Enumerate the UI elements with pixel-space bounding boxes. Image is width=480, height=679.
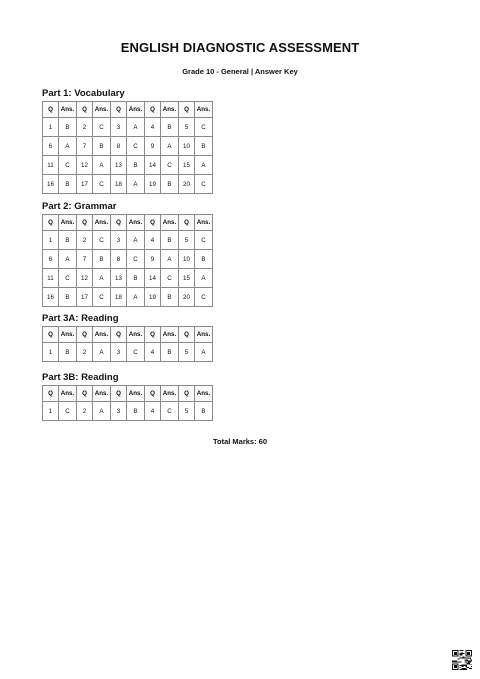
- question-number: 10: [179, 137, 195, 156]
- question-number: 18: [111, 288, 127, 307]
- question-number: 12: [77, 269, 93, 288]
- table-row: [43, 175, 213, 194]
- header-q: Q: [179, 102, 195, 118]
- header-ans: Ans.: [127, 102, 145, 118]
- question-number: 4: [145, 402, 161, 421]
- header-ans: Ans.: [93, 386, 111, 402]
- header-ans: Ans.: [59, 102, 77, 118]
- header-q: Q: [179, 215, 195, 231]
- question-number: 14: [145, 269, 161, 288]
- question-number: 19: [145, 175, 161, 194]
- answer-letter: B: [59, 118, 77, 137]
- answer-letter: B: [161, 343, 179, 362]
- qr-code-icon: [452, 650, 472, 670]
- answer-letter: C: [59, 156, 77, 175]
- answer-letter: A: [127, 288, 145, 307]
- header-ans: Ans.: [161, 386, 179, 402]
- question-number: 8: [111, 137, 127, 156]
- table-header-row: [43, 215, 213, 231]
- answer-letter: C: [195, 288, 213, 307]
- answer-letter: B: [161, 288, 179, 307]
- question-number: 4: [145, 231, 161, 250]
- answer-key-table: [42, 385, 213, 421]
- header-ans: Ans.: [59, 215, 77, 231]
- header-ans: Ans.: [127, 386, 145, 402]
- answer-letter: B: [93, 250, 111, 269]
- answer-letter: B: [195, 250, 213, 269]
- question-number: 5: [179, 402, 195, 421]
- answer-letter: C: [161, 269, 179, 288]
- question-number: 6: [43, 137, 59, 156]
- question-number: 13: [111, 156, 127, 175]
- section-title: Part 1: Vocabulary: [42, 88, 125, 99]
- question-number: 19: [145, 288, 161, 307]
- answer-letter: B: [127, 156, 145, 175]
- question-number: 5: [179, 118, 195, 137]
- question-number: 1: [43, 231, 59, 250]
- question-number: 4: [145, 118, 161, 137]
- answer-letter: A: [93, 343, 111, 362]
- page-subtitle: Grade 10 - General | Answer Key: [182, 67, 298, 76]
- question-number: 11: [43, 156, 59, 175]
- question-number: 2: [77, 231, 93, 250]
- answer-letter: B: [59, 343, 77, 362]
- section-part-3b-reading: [42, 372, 213, 421]
- section-part-3a-reading: [42, 313, 213, 362]
- header-ans: Ans.: [161, 102, 179, 118]
- question-number: 3: [111, 343, 127, 362]
- answer-letter: C: [161, 156, 179, 175]
- answer-letter: B: [195, 137, 213, 156]
- header-q: Q: [43, 386, 59, 402]
- header-ans: Ans.: [195, 102, 213, 118]
- answer-letter: A: [93, 402, 111, 421]
- question-number: 17: [77, 288, 93, 307]
- section-part-2-grammar: [42, 201, 213, 307]
- table-row: [43, 137, 213, 156]
- question-number: 2: [77, 343, 93, 362]
- answer-letter: B: [161, 231, 179, 250]
- answer-letter: C: [161, 402, 179, 421]
- answer-key-table: [42, 101, 213, 194]
- question-number: 8: [111, 250, 127, 269]
- header-q: Q: [145, 386, 161, 402]
- question-number: 1: [43, 343, 59, 362]
- header-q: Q: [111, 386, 127, 402]
- question-number: 12: [77, 156, 93, 175]
- header-q: Q: [77, 327, 93, 343]
- question-number: 14: [145, 156, 161, 175]
- answer-letter: C: [195, 231, 213, 250]
- answer-letter: A: [195, 343, 213, 362]
- question-number: 15: [179, 269, 195, 288]
- table-row: [43, 288, 213, 307]
- question-number: 17: [77, 175, 93, 194]
- header-ans: Ans.: [161, 327, 179, 343]
- answer-letter: B: [127, 402, 145, 421]
- total-marks: Total Marks: 60: [212, 437, 268, 446]
- answer-letter: B: [59, 231, 77, 250]
- answer-letter: B: [161, 118, 179, 137]
- answer-letter: B: [93, 137, 111, 156]
- answer-letter: C: [195, 118, 213, 137]
- question-number: 20: [179, 175, 195, 194]
- header-q: Q: [77, 102, 93, 118]
- answer-letter: B: [59, 175, 77, 194]
- answer-letter: A: [59, 250, 77, 269]
- question-number: 20: [179, 288, 195, 307]
- answer-letter: C: [93, 231, 111, 250]
- question-number: 6: [43, 250, 59, 269]
- question-number: 11: [43, 269, 59, 288]
- header-ans: Ans.: [195, 386, 213, 402]
- answer-letter: A: [127, 175, 145, 194]
- question-number: 4: [145, 343, 161, 362]
- question-number: 7: [77, 250, 93, 269]
- question-number: 9: [145, 137, 161, 156]
- question-number: 3: [111, 118, 127, 137]
- question-number: 13: [111, 269, 127, 288]
- header-q: Q: [43, 327, 59, 343]
- section-title: Part 3A: Reading: [42, 313, 119, 324]
- answer-letter: A: [161, 137, 179, 156]
- answer-letter: C: [127, 250, 145, 269]
- table-row: [43, 231, 213, 250]
- table-row: [43, 250, 213, 269]
- question-number: 5: [179, 231, 195, 250]
- header-ans: Ans.: [161, 215, 179, 231]
- question-number: 9: [145, 250, 161, 269]
- header-q: Q: [145, 215, 161, 231]
- answer-letter: A: [93, 156, 111, 175]
- question-number: 3: [111, 231, 127, 250]
- question-number: 1: [43, 118, 59, 137]
- header-ans: Ans.: [59, 386, 77, 402]
- answer-letter: C: [93, 118, 111, 137]
- answer-letter: B: [161, 175, 179, 194]
- question-number: 10: [179, 250, 195, 269]
- answer-letter: A: [127, 118, 145, 137]
- question-number: 5: [179, 343, 195, 362]
- header-q: Q: [179, 327, 195, 343]
- page-title: ENGLISH DIAGNOSTIC ASSESSMENT: [120, 40, 360, 55]
- answer-letter: B: [127, 269, 145, 288]
- answer-letter: C: [59, 269, 77, 288]
- answer-key-table: [42, 214, 213, 307]
- header-q: Q: [77, 215, 93, 231]
- answer-letter: C: [59, 402, 77, 421]
- question-number: 15: [179, 156, 195, 175]
- question-number: 2: [77, 402, 93, 421]
- question-number: 7: [77, 137, 93, 156]
- answer-letter: B: [59, 288, 77, 307]
- table-header-row: [43, 102, 213, 118]
- section-part-1-vocabulary: [42, 88, 213, 194]
- answer-letter: C: [93, 288, 111, 307]
- answer-letter: A: [195, 156, 213, 175]
- header-q: Q: [179, 386, 195, 402]
- answer-letter: B: [195, 402, 213, 421]
- answer-letter: A: [195, 269, 213, 288]
- answer-letter: A: [127, 231, 145, 250]
- header-q: Q: [111, 327, 127, 343]
- header-q: Q: [145, 327, 161, 343]
- header-ans: Ans.: [59, 327, 77, 343]
- section-title: Part 3B: Reading: [42, 372, 119, 383]
- table-header-row: [43, 386, 213, 402]
- question-number: 18: [111, 175, 127, 194]
- section-title: Part 2: Grammar: [42, 201, 117, 212]
- answer-letter: A: [161, 250, 179, 269]
- answer-letter: C: [127, 137, 145, 156]
- header-q: Q: [43, 215, 59, 231]
- header-q: Q: [77, 386, 93, 402]
- answer-letter: C: [127, 343, 145, 362]
- answer-letter: C: [93, 175, 111, 194]
- table-row: [43, 269, 213, 288]
- question-number: 1: [43, 402, 59, 421]
- question-number: 3: [111, 402, 127, 421]
- header-ans: Ans.: [195, 215, 213, 231]
- answer-letter: A: [59, 137, 77, 156]
- answer-key-table: [42, 326, 213, 362]
- header-q: Q: [43, 102, 59, 118]
- answer-letter: A: [93, 269, 111, 288]
- table-header-row: [43, 327, 213, 343]
- header-ans: Ans.: [93, 102, 111, 118]
- table-row: [43, 156, 213, 175]
- answer-letter: C: [195, 175, 213, 194]
- header-ans: Ans.: [93, 215, 111, 231]
- question-number: 16: [43, 288, 59, 307]
- table-row: [43, 118, 213, 137]
- header-ans: Ans.: [127, 327, 145, 343]
- question-number: 16: [43, 175, 59, 194]
- question-number: 2: [77, 118, 93, 137]
- header-q: Q: [111, 215, 127, 231]
- header-q: Q: [111, 102, 127, 118]
- table-row: [43, 402, 213, 421]
- header-ans: Ans.: [195, 327, 213, 343]
- header-q: Q: [145, 102, 161, 118]
- header-ans: Ans.: [127, 215, 145, 231]
- table-row: [43, 343, 213, 362]
- header-ans: Ans.: [93, 327, 111, 343]
